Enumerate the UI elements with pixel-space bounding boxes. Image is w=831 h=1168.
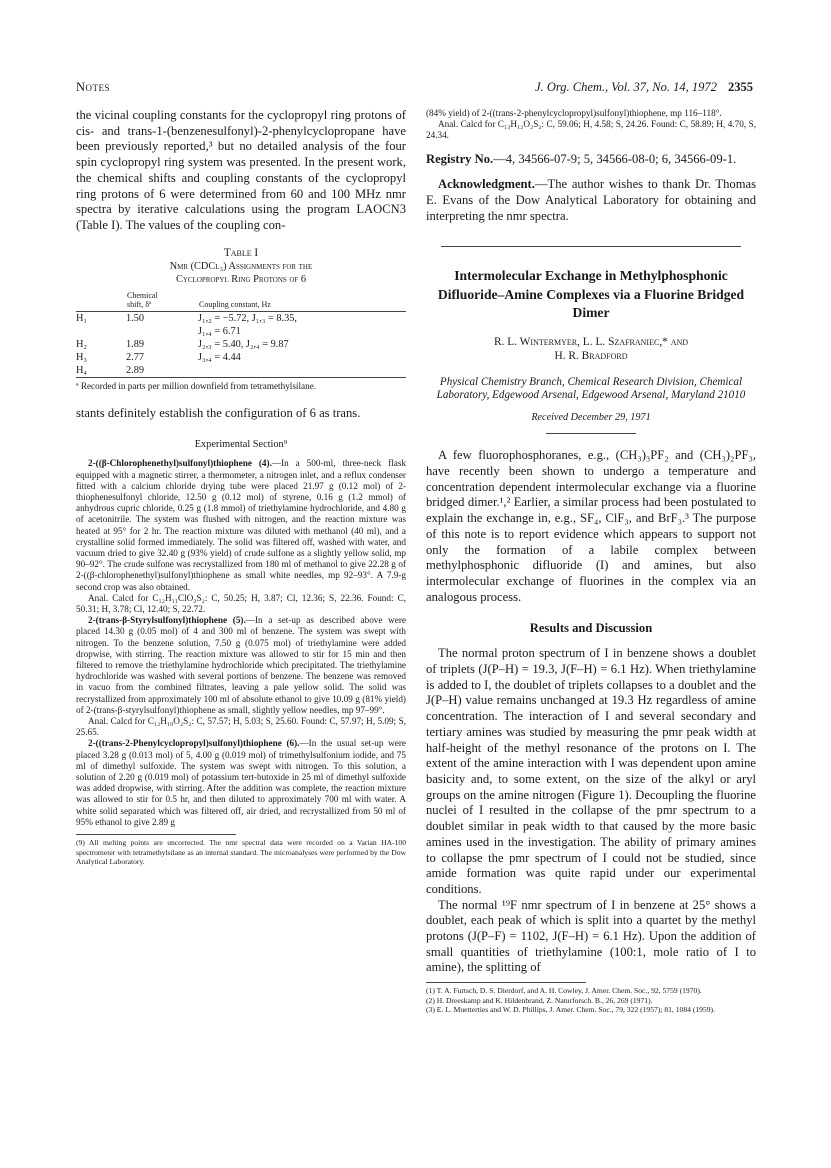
nmr-table	[76, 290, 406, 378]
analysis-6: Anal. Calcd for C₁₃H₁₂O₂S₂: C, 59.06; H, 4.58; S, 24.26. Found: C, 58.89; H, 4.70, S, 24.34.	[426, 119, 756, 141]
footnote-rule	[76, 834, 236, 835]
table-title-line1: Nmr (CDCl₃) Assignments for the	[169, 260, 313, 272]
results-paragraph-1: The normal proton spectrum of I in benzene shows a doublet of triplets (J(P–H) = 19.3, J(F–H) = 6.1 Hz). When triethylamine is added to I, the doublet of triplets collapses to a doublet and the J(P–H) value remains unchanged at 19.3 Hz regardless of amine concentration. The interaction of I and several secondary and tertiary amines was studied by measuring the pmr peak width at half-height of the methyl resonance of the protons on I. The extent of the amine interaction with I was dependent upon amine basicity and, to some extent, on the size of the alkyl or aryl groups on the amine nitrogen (Figure 1). Decoupling the fluorine nuclei of I resulted in the collapse of the pmr spectrum to a doublet similar in peak width to that caused by the more basic amines used in the investigation. The ability of primary amines to collapse the pmr spectrum of I could not be studied, since amide formation was quite rapid under our experimental conditions.	[426, 646, 756, 896]
table-row: H₂ 1.89 J₂,₃ = 5.40, J₂,₄ = 9.87	[76, 338, 289, 350]
table-footnote: ª Recorded in parts per million downfield from tetramethylsilane.	[76, 380, 317, 391]
running-head-journal	[535, 80, 753, 95]
article-separator-rule	[441, 246, 741, 247]
received-date: Received December 29, 1971	[531, 412, 651, 424]
table-label: Table I	[223, 246, 259, 259]
reference-rule	[426, 982, 586, 983]
journal-citation: J. Org. Chem., Vol. 37, No. 14, 1972	[535, 80, 717, 94]
intro-paragraph: the vicinal coupling constants for the cyclopropyl ring protons of cis- and trans-1-(benzenesulfonyl)-2-phenylcyclopropane have been previously reported,³ but no detailed analysis of the four spin cyclopropyl ring system was presented. In the present work, the chemical shifts and coupling constants of the cyclopropyl ring protons of 6 were determined from 60 and 100 MHz nmr spectra by iterative calculations using the program LAOCN3 (Table I). The values of the coupling con-	[76, 108, 406, 232]
table-row: H₄ 2.89	[76, 364, 406, 378]
table-row: H₃ 2.77 J₃,₄ = 4.44	[76, 351, 241, 363]
footnote-9: (9) All melting points are uncorrected. The nmr spectral data were recorded on a Varian HA-100 spectrometer with tetramethylsilane as an internal standard. The microanalyses were performed by the Dow Analytical Laboratory.	[76, 838, 406, 867]
acknowledgment: Acknowledgment.—The author wishes to thank Dr. Thomas E. Evans of the Dow Analytical Laboratory for obtaining and interpreting the nmr spectra.	[426, 177, 756, 223]
reference-1: (1) T. A. Furtsch, D. S. Dierdorf, and A. H. Cowley, J. Amer. Chem. Soc., 92, 5759 (1970).	[426, 986, 702, 996]
affiliation: Physical Chemistry Branch, Chemical Research Division, Chemical Laboratory, Edgewood Arsenal, Edgewood Arsenal, Maryland 21010	[436, 375, 746, 402]
authors: R. L. Wintermyer, L. L. Szafraniec,* and H. R. Bradford	[493, 335, 689, 363]
left-column	[76, 108, 406, 867]
running-head-section: Notes	[76, 80, 111, 94]
experimental-paragraph-5: 2-(trans-β-Styrylsulfonyl)thiophene (5).—In a set-up as described above were placed 14.30 g (0.05 mol) of 4 and 300 ml of benzene. The system was swept with nitrogen. To the benzene solution, 7.50 g (0.075 mol) of triethylamine were added dropwise, with stirring. The reaction mixture was allowed to stir for 15 min and then filtered to remove the triethylamine hydrochloride which precipitated. The triethylamine hydrochloride was washed with several portions of benzene. The benzene was removed in vacuo from the combined filtrates, leaving a pale yellow solid. The solid was recrystallized from approximately 100 ml of absolute ethanol to give 10.09 g (81% yield) of 2-(trans-β-styrylsulfonyl)thiophene as small, slightly yellow needles, mp 97–99°.	[76, 615, 407, 715]
experimental-paragraph-4: 2-((β-Chlorophenethyl)sulfonyl)thiophene (4).—In a 500-ml, three-neck flask equipped with a magnetic stirrer, a thermometer, a nitrogen inlet, and a reflux condenser fitted with a calcium chloride drying tube were placed 21.97 g (0.12 mol) of 2-thiophenesulfonyl chloride, 12.50 g (0.12 mol) of styrene, 0.16 g (1.2 mmol) of anhydrous cupric chloride, 0.25 g (1.8 mmol) of triethylamine hydrochloride, and 4.80 g of acetonitrile. The system was flushed with nitrogen, and the reaction mixture was heated at 95° for 2 hr. The reaction mixture was diluted with methanol (40 ml), and a crystalline solid formed immediately. The solid was filtered off, washed with water, and vacuum dried to give 32.40 g (93% yield) of crude sulfone as a slightly yellow solid, mp 90–92°. The crude sulfone was recrystallized from 180 ml of methanol to give 22.28 g of 2-((β-chlorophenethyl)sulfonyl)thiophene as small white needles, mp 92–93°. A 7.9-g second crop was also obtained.	[76, 458, 406, 592]
experimental-heading: Experimental Section⁹	[194, 439, 288, 451]
after-table-paragraph: stants definitely establish the configuration of 6 as trans.	[76, 405, 361, 420]
analysis-5: Anal. Calcd for C₁₂H₁₀O₂S₂: C, 57.57; H, 5.03; S, 25.60. Found: C, 57.97; H, 5.09; S, 25.65.	[76, 716, 406, 738]
reference-2: (2) H. Dreeskamp and K. Hildenbrand, Z. Naturforsch. B., 26, 269 (1971).	[426, 995, 653, 1005]
registry-numbers: Registry No.—4, 34566-07-9; 5, 34566-08-0; 6, 34566-09-1.	[426, 151, 737, 166]
table-header-shift: Chemical shift, δª	[126, 290, 198, 312]
received-rule	[546, 433, 636, 434]
page-number: 2355	[728, 80, 753, 94]
abstract-paragraph: A few fluorophosphoranes, e.g., (CH₃)₃PF₂ and (CH₃)₂PF₃, have recently been shown to undergo a temperature and concentration dependent intermolecular exchange via a fluorine bridged dimer.¹,² Earlier, a similar process had been postulated to explain the exchange in, e.g., SF₄, ClF₃, and BrF₃.³ The purpose of this note is to report evidence which appears to support not only the formation of a labile complex between methylphosphonic difluoride (I) and amines, but also intermolecular exchange of fluorines in the complex via an analogous process.	[426, 448, 756, 604]
analysis-4: Anal. Calcd for C₁₂H₁₁ClO₂S₂: C, 50.25; H, 3.87; Cl, 12.36; S, 22.36. Found: C, 50.31; H, 3.78; Cl, 12.40; S, 22.72.	[76, 592, 406, 614]
table-row: H₁ 1.50 J₁,₂ = −5.72, J₁,₃ = 8.35,	[76, 312, 298, 324]
results-paragraph-2: The normal ¹⁹F nmr spectrum of I in benzene at 25° shows a doublet, each peak of which is split into a quartet by the methyl protons (J(P–F) = 1102, J(F–H) = 6.1 Hz). Upon the addition of small quantities of triethylamine (100:1, mole ratio of I to amine), the splitting of	[426, 897, 756, 975]
experimental-paragraph-6: 2-((trans-2-Phenylcyclopropyl)sulfonyl)thiophene (6).—In the usual set-up were placed 3.28 g (0.013 mol) of 5, 4.00 g (0.019 mol) of trimethylsulfonium iodide, and 75 ml of dimethyl sulfoxide. The system was swept with nitrogen. To this solution, a solution of 2.20 g (0.019 mol) of potassium tert-butoxide in 25 ml of dimethyl sulfoxide was added dropwise, with stirring. After the addition was complete, the reaction mixture was allowed to stir for 0.5 hr, and then diluted to approximately 700 ml with water. A white solid separated which was filtered off, air dried, and recrystallized from 50 ml of 95% ethanol to give 2.89 g	[76, 738, 406, 827]
reference-3: (3) E. L. Muetterties and W. D. Phillips, J. Amer. Chem. Soc., 79, 322 (1957); 81, 1084 (1959).	[426, 1005, 715, 1015]
table-title-line2: Cyclopropyl Ring Protons of 6	[175, 273, 307, 285]
table-row: J₁,₄ = 6.71	[198, 325, 241, 337]
continued-paragraph: (84% yield) of 2-((trans-2-phenylcyclopropyl)sulfonyl)thiophene, mp 116–118°.	[426, 108, 722, 118]
results-heading: Results and Discussion	[529, 621, 653, 636]
article-title: Intermolecular Exchange in Methylphosphonic Difluoride–Amine Complexes via a Fluorine Bridged Dimer	[437, 268, 745, 321]
table-header-coupling: Coupling constant, Hz	[198, 290, 406, 312]
right-column	[426, 108, 756, 1015]
